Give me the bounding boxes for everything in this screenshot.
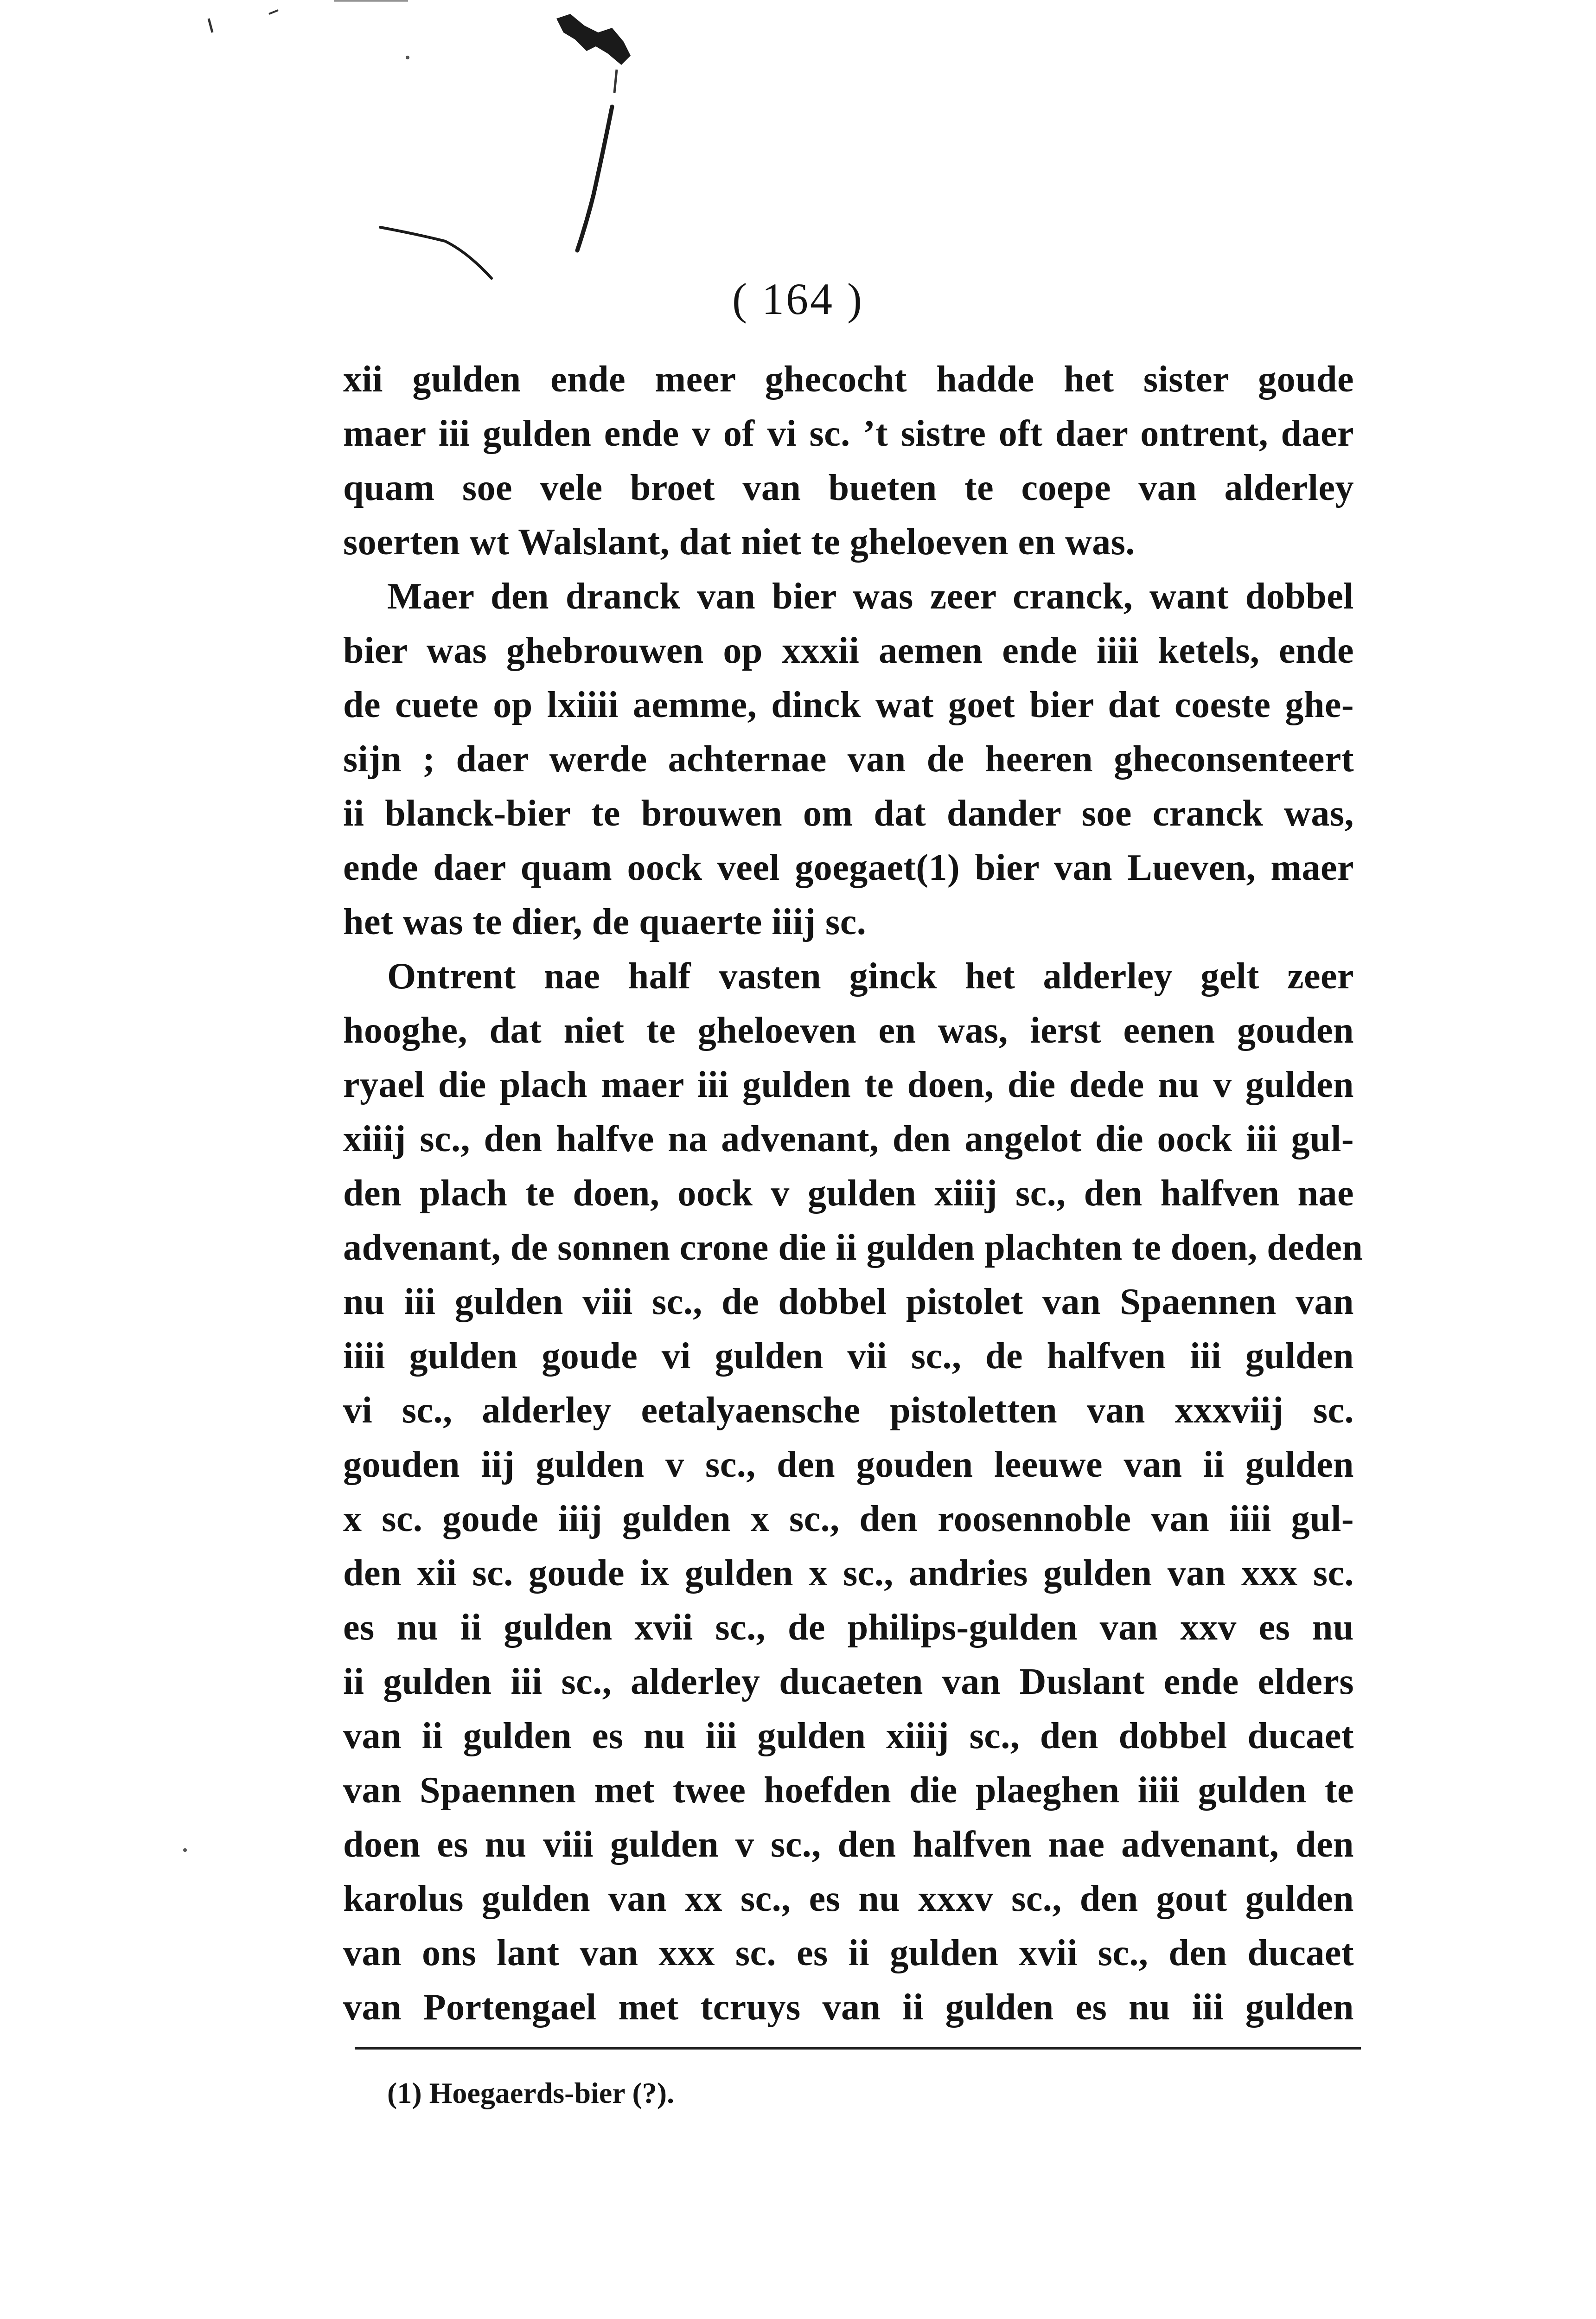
text-line: xii gulden ende meer ghecocht hadde het sister goude xyxy=(343,359,1354,400)
text-line: iiii gulden goude vi gulden vii sc., de halfven iii gulden xyxy=(343,1336,1354,1377)
ink-stroke-vertical xyxy=(577,107,612,250)
text-line: vi sc., alderley eetalyaensche pistoletten van xxxviij sc. xyxy=(343,1390,1354,1431)
text-line: van Spaennen met twee hoefden die plaeghen iiii gulden te xyxy=(343,1770,1354,1811)
text-line: sijn ; daer werde achternae van de heeren gheconsenteert xyxy=(343,739,1354,780)
text-line: den plach te doen, oock v gulden xiiij sc., den halfven nae xyxy=(343,1173,1354,1214)
page-number: ( 164 ) xyxy=(732,274,864,324)
text-line: advenant, de sonnen crone die ii gulden plachten te doen, deden xyxy=(343,1227,1363,1268)
text-line: bier was ghebrouwen op xxxii aemen ende iiii ketels, ende xyxy=(343,630,1354,671)
paragraph-3 xyxy=(343,949,1363,2035)
text-line: ende daer quam oock veel goegaet(1) bier van Lueven, maer xyxy=(343,847,1354,888)
text-line: de cuete op lxiiii aemme, dinck wat goet bier dat coeste ghe- xyxy=(343,685,1354,725)
footnote-divider xyxy=(355,2047,1361,2050)
text-line: Ontrent nae half vasten ginck het alderley gelt zeer xyxy=(387,956,1354,997)
text-line: karolus gulden van xx sc., es nu xxxv sc., den gout gulden xyxy=(343,1878,1354,1919)
body-text xyxy=(343,352,1363,2035)
ink-tick-small xyxy=(269,10,278,14)
text-line: quam soe vele broet van bueten te coepe van alderley xyxy=(343,468,1354,508)
text-line: Maer den dranck van bier was zeer cranck, want dobbel xyxy=(387,576,1354,617)
text-line: ryael die plach maer iii gulden te doen, die dede nu v gulden xyxy=(343,1064,1354,1105)
footnote: (1) Hoegaerds-bier (?). xyxy=(387,2076,675,2109)
ink-tick xyxy=(209,19,212,32)
paragraph-1 xyxy=(343,352,1354,570)
text-line: het was te dier, de quaerte iiij sc. xyxy=(343,902,867,942)
text-line: ii gulden iii sc., alderley ducaeten van Duslant ende elders xyxy=(343,1661,1354,1702)
text-line: gouden iij gulden v sc., den gouden leeuwe van ii gulden xyxy=(343,1444,1354,1485)
text-line: van ii gulden es nu iii gulden xiiij sc., den dobbel ducaet xyxy=(343,1716,1354,1756)
ink-stroke-diagonal xyxy=(380,227,492,278)
text-line: den xii sc. goude ix gulden x sc., andries gulden van xxx sc. xyxy=(343,1553,1354,1594)
ink-stroke-vertical-upper xyxy=(614,70,617,93)
text-line: van ons lant van xxx sc. es ii gulden xvii sc., den ducaet xyxy=(343,1933,1354,1973)
text-line: es nu ii gulden xvii sc., de philips-gulden van xxv es nu xyxy=(343,1607,1354,1648)
ink-blot xyxy=(556,14,631,65)
text-line: soerten wt Walslant, dat niet te gheloeven en was. xyxy=(343,522,1135,563)
paragraph-2 xyxy=(343,570,1354,949)
text-line: van Portengael met tcruys van ii gulden es nu iii gulden xyxy=(343,1987,1354,2028)
text-line: doen es nu viii gulden v sc., den halfven nae advenant, den xyxy=(343,1824,1354,1865)
text-line: maer iii gulden ende v of vi sc. ’t sistre oft daer ontrent, daer xyxy=(343,413,1354,454)
text-line: xiiij sc., den halfve na advenant, den angelot die oock iii gul- xyxy=(343,1119,1354,1160)
text-line: hooghe, dat niet te gheloeven en was, ierst eenen gouden xyxy=(343,1010,1354,1051)
scan-speck xyxy=(406,56,409,59)
text-line: x sc. goude iiij gulden x sc., den roosennoble van iiii gul- xyxy=(343,1499,1354,1539)
text-line: ii blanck-bier te brouwen om dat dander soe cranck was, xyxy=(343,793,1354,834)
text-line: nu iii gulden viii sc., de dobbel pistolet van Spaennen van xyxy=(343,1281,1354,1322)
scan-speck xyxy=(183,1848,187,1852)
